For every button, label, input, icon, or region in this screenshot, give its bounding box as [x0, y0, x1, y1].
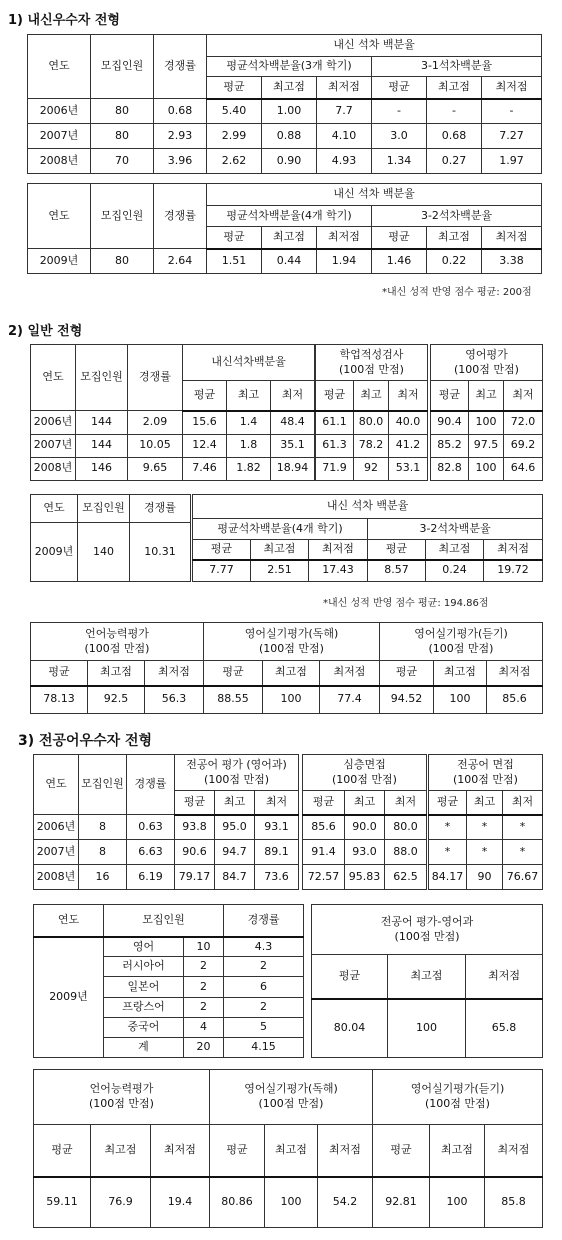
- table-cell: 2: [184, 957, 224, 977]
- table-cell: 92.5: [88, 686, 145, 714]
- table-cell: 10.31: [130, 523, 191, 582]
- sub-column-header: 최저: [504, 381, 543, 411]
- group-header: 영어실기평가(독해) (100점 만점): [210, 1070, 373, 1125]
- table-cell: 0.24: [426, 560, 484, 582]
- table-cell: 1.34: [372, 149, 427, 174]
- table-row: [431, 457, 543, 480]
- table-row: [31, 457, 315, 480]
- table-cell: 0.63: [127, 815, 175, 840]
- table-cell: 7.7: [317, 99, 372, 124]
- table-cell: 2.93: [154, 124, 207, 149]
- table-cell: 1.46: [372, 249, 427, 274]
- table-cell: 6.19: [127, 865, 175, 890]
- col-competition-header: 경쟁률: [128, 345, 183, 411]
- table-cell: 8.57: [368, 560, 426, 582]
- sub-column-header: 최저: [255, 791, 299, 815]
- table-cell: 12.4: [183, 434, 227, 457]
- table-cell: 1.8: [227, 434, 271, 457]
- table-cell: 72.0: [504, 411, 543, 434]
- s3-table-language-english: [33, 1069, 543, 1228]
- table-cell: 79.17: [175, 865, 215, 890]
- col-year-header: 연도: [28, 35, 91, 99]
- sub-column-header: 최저점: [484, 540, 543, 560]
- table-cell: 7.27: [482, 124, 542, 149]
- table-cell: 2006년: [31, 411, 76, 434]
- table-cell: 93.0: [345, 840, 385, 865]
- section-2-title: 2) 일반 전형: [8, 324, 83, 339]
- group-header: 학업적성검사 (100점 만점): [316, 345, 428, 381]
- sub-column-header: 최고: [227, 381, 271, 411]
- table-cell: 100: [265, 1177, 318, 1228]
- table-cell: 3.38: [482, 249, 542, 274]
- table-row: [31, 411, 315, 434]
- group-header: 내신 석차 백분율: [193, 495, 543, 519]
- group-header: 언어능력평가 (100점 만점): [34, 1070, 210, 1125]
- col-recruit-header: 모집인원: [104, 905, 224, 937]
- sub-column-header: 최저점: [318, 1125, 373, 1177]
- table-cell: 0.68: [154, 99, 207, 124]
- sub-column-header: 최고점: [263, 661, 320, 686]
- table-row: [303, 815, 427, 840]
- group-header: 내신석차백분율: [183, 345, 315, 381]
- table-cell: 80.0: [385, 815, 427, 840]
- table-cell: 일본어: [104, 977, 184, 997]
- table-cell: 80: [91, 249, 154, 274]
- table-cell: 2008년: [31, 457, 76, 480]
- table-cell: 1.94: [317, 249, 372, 274]
- table-cell: *: [503, 840, 543, 865]
- table-cell: 88.0: [385, 840, 427, 865]
- subgroup-header: 3-2석차백분율: [372, 206, 542, 227]
- table-cell: 18.94: [271, 457, 315, 480]
- table-row: [316, 457, 428, 480]
- table-cell: 85.6: [303, 815, 345, 840]
- table-cell: 1.82: [227, 457, 271, 480]
- table-cell: 0.90: [262, 149, 317, 174]
- group-header: 전공어 면접 (100점 만점): [429, 755, 543, 791]
- table-cell: 77.4: [320, 686, 380, 714]
- group-header: 언어능력평가 (100점 만점): [31, 623, 204, 661]
- table-cell: 2007년: [31, 434, 76, 457]
- table-row: [429, 840, 543, 865]
- s2-table-2006-2008: [30, 344, 315, 481]
- table-cell: 94.7: [215, 840, 255, 865]
- table-cell: 80: [91, 124, 154, 149]
- table-cell: 100: [388, 999, 466, 1058]
- table-cell: 61.3: [316, 434, 354, 457]
- sub-column-header: 평균: [207, 77, 262, 99]
- sub-column-header: 최고점: [427, 227, 482, 249]
- table-cell: 78.13: [31, 686, 88, 714]
- table-cell: 5: [224, 1017, 304, 1037]
- table-cell: 76.67: [503, 865, 543, 890]
- table-cell: 82.8: [431, 457, 469, 480]
- sub-column-header: 최저점: [320, 661, 380, 686]
- sub-column-header: 평균: [372, 77, 427, 99]
- sub-column-header: 최저점: [487, 661, 543, 686]
- section-1-title: 1) 내신우수자 전형: [8, 13, 120, 28]
- group-header: 심층면접 (100점 만점): [303, 755, 427, 791]
- table-cell: 72.57: [303, 865, 345, 890]
- table-cell: 35.1: [271, 434, 315, 457]
- table-cell: 0.68: [427, 124, 482, 149]
- table-row: [34, 865, 299, 890]
- table-row: [431, 434, 543, 457]
- table-cell: 0.88: [262, 124, 317, 149]
- table-cell: 85.8: [485, 1177, 543, 1228]
- group-header: 영어실기평가(듣기) (100점 만점): [380, 623, 543, 661]
- table-cell: 2.64: [154, 249, 207, 274]
- col-recruit-header: 모집인원: [91, 35, 154, 99]
- col-year-header: 연도: [31, 495, 78, 523]
- group-header: 전공어 평가-영어과 (100점 만점): [312, 905, 543, 955]
- table-cell: 1.00: [262, 99, 317, 124]
- sub-column-header: 최고점: [262, 77, 317, 99]
- table-cell: 2.62: [207, 149, 262, 174]
- table-cell: 8: [79, 815, 127, 840]
- table-cell: 3.0: [372, 124, 427, 149]
- table-cell: 7.46: [183, 457, 227, 480]
- sub-column-header: 최저점: [466, 955, 543, 999]
- table-cell: 2.09: [128, 411, 183, 434]
- table-cell: 92.81: [373, 1177, 430, 1228]
- sub-column-header: 최고점: [426, 540, 484, 560]
- table-cell: 2007년: [28, 124, 91, 149]
- table-cell: 40.0: [389, 411, 428, 434]
- table-cell: 8: [79, 840, 127, 865]
- table-cell: *: [467, 815, 503, 840]
- table-cell: 144: [76, 411, 128, 434]
- sub-column-header: 최고점: [91, 1125, 151, 1177]
- table-row: [316, 411, 428, 434]
- year-cell: 2009년: [34, 937, 104, 1058]
- table-cell: 100: [430, 1177, 485, 1228]
- table-cell: 10: [184, 937, 224, 957]
- table-cell: 100: [469, 457, 504, 480]
- table-cell: 2007년: [34, 840, 79, 865]
- table-cell: 56.3: [145, 686, 204, 714]
- table-row: [429, 865, 543, 890]
- s3-table-major-interview: [428, 754, 543, 890]
- s2-table-aptitude: [315, 344, 428, 481]
- table-cell: 89.1: [255, 840, 299, 865]
- table-cell: 84.17: [429, 865, 467, 890]
- table-cell: 3.96: [154, 149, 207, 174]
- sub-column-header: 평균: [372, 227, 427, 249]
- table-cell: 4.10: [317, 124, 372, 149]
- sub-column-header: 최저점: [482, 227, 542, 249]
- sub-column-header: 최저점: [151, 1125, 210, 1177]
- table-cell: 80: [91, 99, 154, 124]
- table-cell: 48.4: [271, 411, 315, 434]
- table-row: [316, 434, 428, 457]
- table-cell: 78.2: [354, 434, 389, 457]
- table-row: [34, 815, 299, 840]
- col-competition-header: 경쟁률: [154, 184, 207, 249]
- sub-column-header: 평균: [368, 540, 426, 560]
- table-cell: 41.2: [389, 434, 428, 457]
- table-cell: 6.63: [127, 840, 175, 865]
- table-cell: 61.1: [316, 411, 354, 434]
- s1-table-2006-2008: [27, 34, 542, 174]
- table-cell: 2: [224, 957, 304, 977]
- table-cell: 0.22: [427, 249, 482, 274]
- table-cell: 140: [78, 523, 130, 582]
- sub-column-header: 최저: [389, 381, 428, 411]
- col-year-header: 연도: [34, 905, 104, 937]
- subgroup-header: 평균석차백분율(4개 학기): [207, 206, 372, 227]
- sub-column-header: 최저점: [485, 1125, 543, 1177]
- s1-footnote: *내신 성적 반영 점수 평균: 200점: [382, 287, 532, 298]
- sub-column-header: 최고점: [427, 77, 482, 99]
- sub-column-header: 평균: [316, 381, 354, 411]
- table-cell: 2008년: [28, 149, 91, 174]
- col-year-header: 연도: [34, 755, 79, 815]
- group-header: 내신 석차 백분율: [207, 184, 542, 206]
- table-cell: 94.52: [380, 686, 434, 714]
- table-cell: 90.6: [175, 840, 215, 865]
- sub-column-header: 평균: [204, 661, 263, 686]
- s2-footnote: *내신 성적 반영 점수 평균: 194.86점: [323, 598, 489, 609]
- table-cell: *: [503, 815, 543, 840]
- table-cell: 4.15: [224, 1037, 304, 1057]
- subgroup-header: 3-2석차백분율: [368, 519, 543, 540]
- sub-column-header: 최고: [469, 381, 504, 411]
- table-cell: 4.93: [317, 149, 372, 174]
- table-cell: *: [429, 840, 467, 865]
- col-year-header: 연도: [31, 345, 76, 411]
- group-header: 영어실기평가(듣기) (100점 만점): [373, 1070, 543, 1125]
- table-cell: 73.6: [255, 865, 299, 890]
- sub-column-header: 평균: [431, 381, 469, 411]
- table-cell: 2: [184, 977, 224, 997]
- table-cell: 1.4: [227, 411, 271, 434]
- sub-column-header: 평균: [34, 1125, 91, 1177]
- col-year-header: 연도: [28, 184, 91, 249]
- col-competition-header: 경쟁률: [154, 35, 207, 99]
- table-cell: 90.0: [345, 815, 385, 840]
- sub-column-header: 최저점: [309, 540, 368, 560]
- table-cell: 2: [184, 997, 224, 1017]
- sub-column-header: 평균: [429, 791, 467, 815]
- table-cell: 100: [434, 686, 487, 714]
- table-cell: 19.72: [484, 560, 543, 582]
- table-cell: 1.97: [482, 149, 542, 174]
- sub-column-header: 평균: [373, 1125, 430, 1177]
- section-3-title: 3) 전공어우수자 전형: [18, 733, 153, 749]
- table-row: [31, 434, 315, 457]
- table-cell: 2009년: [28, 249, 91, 274]
- col-recruit-header: 모집인원: [78, 495, 130, 523]
- group-header: 영어실기평가(독해) (100점 만점): [204, 623, 380, 661]
- sub-column-header: 최고점: [251, 540, 309, 560]
- sub-column-header: 최고점: [88, 661, 145, 686]
- sub-column-header: 최고점: [430, 1125, 485, 1177]
- col-recruit-header: 모집인원: [76, 345, 128, 411]
- table-cell: 15.6: [183, 411, 227, 434]
- table-cell: 2009년: [31, 523, 78, 582]
- table-cell: 러시아어: [104, 957, 184, 977]
- sub-column-header: 최저점: [317, 227, 372, 249]
- table-cell: 69.2: [504, 434, 543, 457]
- table-cell: 144: [76, 434, 128, 457]
- table-cell: -: [372, 99, 427, 124]
- table-cell: 100: [263, 686, 320, 714]
- table-cell: 95.83: [345, 865, 385, 890]
- table-cell: 93.1: [255, 815, 299, 840]
- group-header: 전공어 평가 (영어과) (100점 만점): [175, 755, 299, 791]
- table-cell: 16: [79, 865, 127, 890]
- table-cell: 100: [469, 411, 504, 434]
- s3-table-2009-recruit: [33, 904, 304, 1058]
- table-cell: 88.55: [204, 686, 263, 714]
- sub-column-header: 평균: [303, 791, 345, 815]
- table-cell: 중국어: [104, 1017, 184, 1037]
- s2-table-language-english: [30, 622, 543, 714]
- table-cell: 92: [354, 457, 389, 480]
- table-row: [34, 840, 299, 865]
- table-row: [34, 937, 304, 957]
- table-cell: 2006년: [28, 99, 91, 124]
- table-row: [28, 149, 542, 174]
- table-cell: 영어: [104, 937, 184, 957]
- s3-table-major-eval: [311, 904, 543, 1058]
- table-cell: 90.4: [431, 411, 469, 434]
- table-cell: 20: [184, 1037, 224, 1057]
- s2-table-2009: [30, 494, 191, 582]
- table-cell: 2.99: [207, 124, 262, 149]
- table-row: [303, 840, 427, 865]
- table-cell: 80.04: [312, 999, 388, 1058]
- table-cell: 54.2: [318, 1177, 373, 1228]
- table-row: [429, 815, 543, 840]
- table-cell: 계: [104, 1037, 184, 1057]
- table-cell: 80.86: [210, 1177, 265, 1228]
- sub-column-header: 평균: [193, 540, 251, 560]
- col-competition-header: 경쟁률: [224, 905, 304, 937]
- table-cell: 97.5: [469, 434, 504, 457]
- table-cell: 2008년: [34, 865, 79, 890]
- table-row: [28, 124, 542, 149]
- sub-column-header: 평균: [183, 381, 227, 411]
- table-cell: 19.4: [151, 1177, 210, 1228]
- table-cell: 4: [184, 1017, 224, 1037]
- table-cell: *: [429, 815, 467, 840]
- col-competition-header: 경쟁률: [127, 755, 175, 815]
- table-row: [28, 99, 542, 124]
- table-cell: 프랑스어: [104, 997, 184, 1017]
- table-cell: 59.11: [34, 1177, 91, 1228]
- sub-column-header: 최저: [385, 791, 427, 815]
- sub-column-header: 최고: [467, 791, 503, 815]
- table-cell: 70: [91, 149, 154, 174]
- table-cell: 6: [224, 977, 304, 997]
- table-cell: 9.65: [128, 457, 183, 480]
- table-cell: *: [467, 840, 503, 865]
- sub-column-header: 최고점: [434, 661, 487, 686]
- table-cell: 84.7: [215, 865, 255, 890]
- sub-column-header: 평균: [380, 661, 434, 686]
- sub-column-header: 평균: [175, 791, 215, 815]
- sub-column-header: 최저점: [317, 77, 372, 99]
- table-cell: 85.2: [431, 434, 469, 457]
- sub-column-header: 최고: [345, 791, 385, 815]
- sub-column-header: 최고: [354, 381, 389, 411]
- s3-table-2006-2008: [33, 754, 299, 890]
- group-header: 내신 석차 백분율: [207, 35, 542, 57]
- table-cell: -: [482, 99, 542, 124]
- subgroup-header: 평균석차백분율(3개 학기): [207, 57, 372, 77]
- sub-column-header: 평균: [210, 1125, 265, 1177]
- sub-column-header: 최고점: [388, 955, 466, 999]
- table-cell: 0.44: [262, 249, 317, 274]
- table-cell: 91.4: [303, 840, 345, 865]
- table-cell: 80.0: [354, 411, 389, 434]
- table-cell: 17.43: [309, 560, 368, 582]
- sub-column-header: 최저: [503, 791, 543, 815]
- table-cell: 93.8: [175, 815, 215, 840]
- table-cell: 65.8: [466, 999, 543, 1058]
- group-header: 영어평가 (100점 만점): [431, 345, 543, 381]
- table-row: [431, 411, 543, 434]
- table-cell: 76.9: [91, 1177, 151, 1228]
- table-cell: 2006년: [34, 815, 79, 840]
- table-cell: 62.5: [385, 865, 427, 890]
- table-cell: 53.1: [389, 457, 428, 480]
- table-cell: 85.6: [487, 686, 543, 714]
- table-cell: 7.77: [193, 560, 251, 582]
- col-recruit-header: 모집인원: [91, 184, 154, 249]
- sub-column-header: 평균: [31, 661, 88, 686]
- sub-column-header: 최저: [271, 381, 315, 411]
- sub-column-header: 평균: [207, 227, 262, 249]
- table-cell: 71.9: [316, 457, 354, 480]
- s1-table-2009: [27, 183, 542, 274]
- sub-column-header: 최저점: [145, 661, 204, 686]
- sub-column-header: 최고: [215, 791, 255, 815]
- table-cell: 2.51: [251, 560, 309, 582]
- s2-table-2009-percentile: [192, 494, 543, 582]
- sub-column-header: 최고점: [262, 227, 317, 249]
- table-cell: 146: [76, 457, 128, 480]
- table-row: [303, 865, 427, 890]
- table-cell: 90: [467, 865, 503, 890]
- table-cell: 5.40: [207, 99, 262, 124]
- s2-table-english: [430, 344, 543, 481]
- table-cell: 4.3: [224, 937, 304, 957]
- table-cell: 95.0: [215, 815, 255, 840]
- col-recruit-header: 모집인원: [79, 755, 127, 815]
- subgroup-header: 평균석차백분율(4개 학기): [193, 519, 368, 540]
- table-cell: 2: [224, 997, 304, 1017]
- sub-column-header: 평균: [312, 955, 388, 999]
- table-cell: -: [427, 99, 482, 124]
- table-cell: 10.05: [128, 434, 183, 457]
- subgroup-header: 3-1석차백분율: [372, 57, 542, 77]
- col-competition-header: 경쟁률: [130, 495, 191, 523]
- sub-column-header: 최저점: [482, 77, 542, 99]
- s3-table-interview: [302, 754, 427, 890]
- table-cell: 64.6: [504, 457, 543, 480]
- sub-column-header: 최고점: [265, 1125, 318, 1177]
- table-cell: 0.27: [427, 149, 482, 174]
- table-cell: 1.51: [207, 249, 262, 274]
